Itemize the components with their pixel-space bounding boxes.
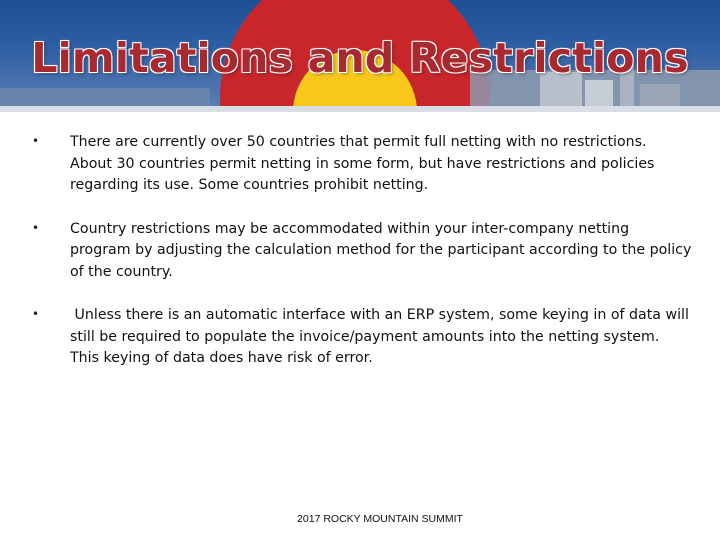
bullet-text: Country restrictions may be accommodated within your inter-company netting program by adjusting the calculation method for the participant according to the policy of the country. — [70, 220, 692, 280]
bullet-item — [32, 219, 692, 284]
bullet-item — [32, 132, 692, 197]
header-banner — [0, 0, 720, 112]
bullet-text: There are currently over 50 countries that permit full netting with no restrictions. About 30 countries permit netting in some form, but have restrictions and policies regarding its use. Some countries prohibit netting. — [70, 134, 655, 193]
bullet-marker: • — [32, 134, 40, 148]
bullet-item — [32, 305, 692, 370]
bullet-text: Unless there is an automatic interface with an ERP system, some keying in of data will still be required to populate the invoice/payment amounts into the netting system. This keying of data does have risk of error. — [70, 307, 694, 366]
banner-bottom-edge — [0, 106, 720, 112]
slide-footer: 2017 ROCKY MOUNTAIN SUMMIT — [297, 513, 463, 525]
bullet-list — [32, 132, 692, 392]
slide-title: Limitations and Restrictions — [31, 34, 689, 82]
bullet-marker: • — [32, 220, 40, 235]
bullet-marker: • — [32, 307, 40, 321]
